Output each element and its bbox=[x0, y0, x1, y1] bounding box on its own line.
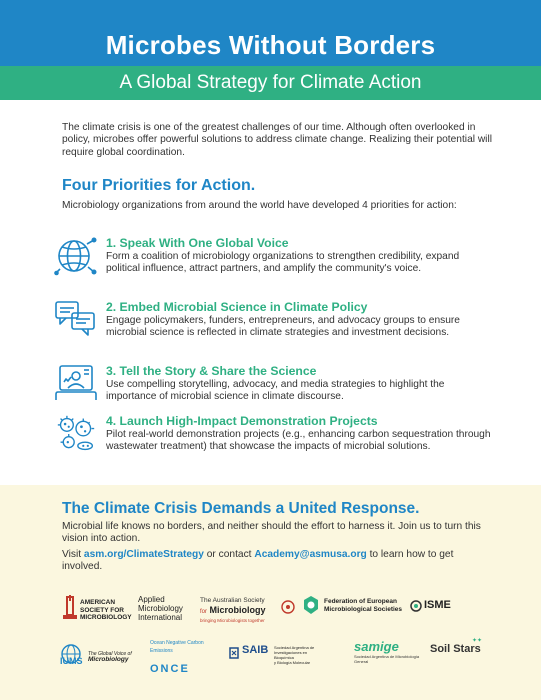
soilstars-logo bbox=[430, 638, 490, 656]
globe-network-icon bbox=[54, 236, 98, 276]
subtitle-band bbox=[0, 66, 541, 100]
soilstars-wordmark: Soil Stars bbox=[430, 643, 481, 655]
page-subtitle: A Global Strategy for Climate Action bbox=[119, 72, 422, 93]
cta-contact-line bbox=[62, 549, 482, 574]
asm-aus-main: Microbiology bbox=[209, 605, 266, 615]
saib-tag-line: y Biología Molecular bbox=[274, 660, 311, 665]
saib-tag-line: Sociedad Argentina de bbox=[274, 645, 315, 650]
isme-emblem-icon bbox=[410, 600, 422, 612]
fems-name-line: Federation of European bbox=[324, 598, 397, 605]
asm-aus-top-line: The Australian Society bbox=[200, 597, 265, 604]
once-tagline: Ocean Negative Carbon Emissions bbox=[150, 640, 204, 654]
priority-body: Form a coalition of microbiology organizations to strengthen credibility, expand political influence, attract partners, and amplify the community's voice. bbox=[106, 251, 460, 275]
cta-visit-prefix: Visit bbox=[62, 549, 84, 560]
microbes-icon bbox=[54, 414, 98, 454]
cta-body: Microbial life knows no borders, and neither should the effort to harness it. Join us to turn this vision into action. bbox=[62, 521, 481, 545]
fems-name-line: Microbiological Societies bbox=[324, 606, 403, 613]
priority-body: Engage policymakers, funders, entrepreneurs, and advocacy groups to ensure microbial science is reflected in climate strategies and investment decisions. bbox=[106, 315, 460, 339]
fems-emblem-icon bbox=[302, 595, 320, 615]
isme-wordmark: ISME bbox=[424, 599, 451, 611]
iums-wordmark: IUMS bbox=[60, 656, 83, 666]
priority-body: Pilot real-world demonstration projects (e.g., enhancing carbon sequestration through wastewater treatment) that showcase the impacts of microbial solutions. bbox=[106, 429, 491, 453]
samige-wordmark: samige bbox=[354, 639, 399, 654]
priority-body: Use compelling storytelling, advocacy, and media strategies to highlight the importance of microbial science in climate discourse. bbox=[106, 379, 445, 403]
chat-bubbles-icon bbox=[54, 300, 98, 340]
cta-heading: The Climate Crisis Demands a United Response. bbox=[62, 500, 420, 517]
samige-logo bbox=[354, 639, 430, 664]
call-to-action-panel bbox=[0, 485, 541, 700]
priority-title: 2. Embed Microbial Science in Climate Policy bbox=[106, 300, 368, 314]
asm-australia-logo bbox=[200, 597, 296, 625]
ami-name-line: Applied bbox=[138, 595, 165, 604]
asm-aus-emblem-icon bbox=[280, 599, 296, 615]
asm-name-line: MICROBIOLOGY bbox=[80, 614, 132, 621]
priorities-heading: Four Priorities for Action. bbox=[62, 177, 256, 194]
priority-title: 4. Launch High-Impact Demonstration Projects bbox=[106, 414, 378, 428]
priority-title: 3. Tell the Story & Share the Science bbox=[106, 364, 317, 378]
asm-aus-for: for bbox=[200, 609, 208, 615]
asm-aus-tagline: bringing Microbiologists together bbox=[200, 618, 265, 623]
soilstars-stars-icon: ✦✦ bbox=[472, 638, 483, 644]
cta-visit-middle: or contact bbox=[203, 549, 255, 560]
strategy-link[interactable]: asm.org/ClimateStrategy bbox=[83, 549, 204, 560]
ami-name-line: Microbiology bbox=[138, 604, 183, 613]
samige-tagline: Sociedad Argentina de Microbiología General bbox=[354, 654, 420, 664]
asm-name-line: AMERICAN bbox=[80, 599, 116, 606]
email-link[interactable]: Academy@asmusa.org bbox=[254, 549, 367, 560]
once-wordmark: ONCE bbox=[150, 663, 190, 675]
saib-emblem-icon bbox=[228, 646, 240, 660]
iums-tag-line: Microbiology bbox=[88, 656, 129, 663]
page-title: Microbes Without Borders bbox=[105, 30, 436, 60]
intro-paragraph: The climate crisis is one of the greatest challenges of our time. Although often overlooked in policy, microbes offer powerful solutions to address climate change. Realizing their potential will require global coordination. bbox=[62, 122, 492, 158]
priority-title: 1. Speak With One Global Voice bbox=[106, 236, 289, 250]
priorities-description: Microbiology organizations from around the world have developed 4 priorities for action: bbox=[62, 200, 457, 211]
cta-visit-suffix: to learn how to get involved. bbox=[62, 549, 454, 573]
asm-emblem-icon bbox=[62, 595, 78, 621]
asm-logo bbox=[62, 593, 132, 627]
saib-tag-line: Investigaciones en Bioquímica bbox=[274, 650, 308, 660]
ami-name-line: International bbox=[138, 613, 183, 622]
saib-wordmark: SAIB bbox=[242, 644, 269, 656]
ami-logo bbox=[138, 595, 196, 622]
iums-tag-line: The Global Voice of bbox=[88, 651, 132, 657]
asm-name-line: SOCIETY FOR bbox=[80, 606, 124, 614]
presentation-screen-icon bbox=[54, 364, 98, 404]
once-logo bbox=[150, 639, 220, 673]
